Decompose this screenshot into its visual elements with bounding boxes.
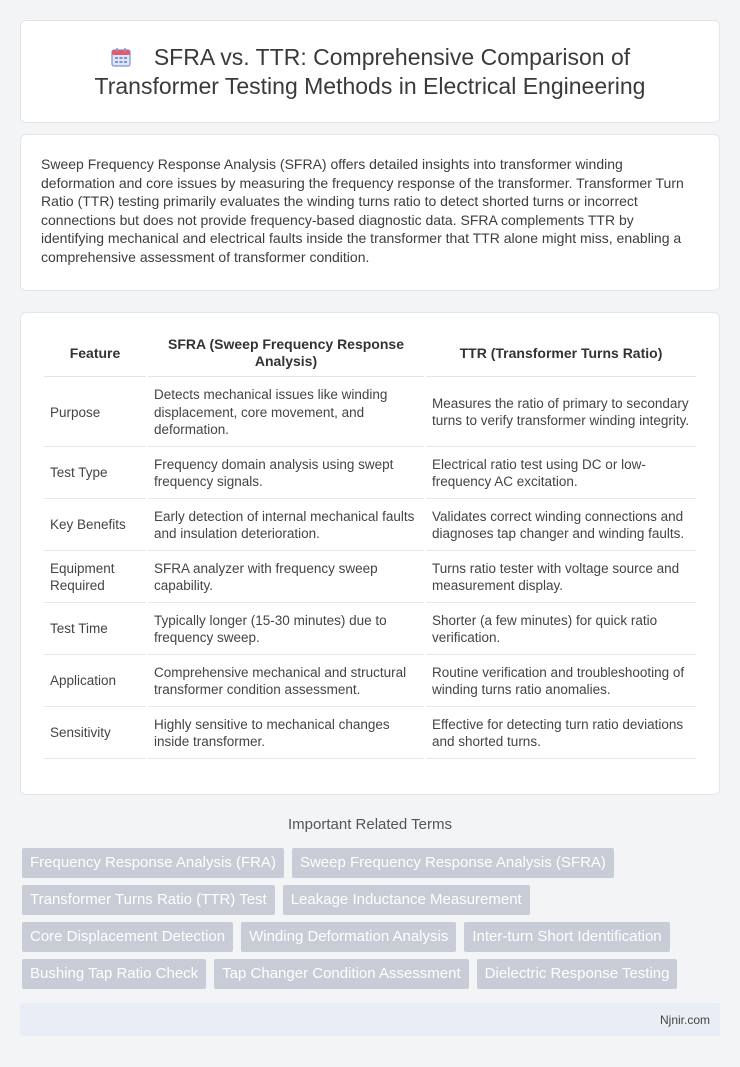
comparison-table <box>42 328 698 761</box>
row-sfra: Frequency domain analysis using swept frequency signals. <box>148 449 424 499</box>
tag-sfra[interactable]: Sweep Frequency Response Analysis (SFRA) <box>292 848 614 878</box>
title-card <box>20 20 720 123</box>
tag-winding-deformation[interactable]: Winding Deformation Analysis <box>241 922 456 952</box>
row-ttr: Validates correct winding connections and diagnoses tap changer and winding faults. <box>426 501 696 551</box>
page-title <box>51 43 689 101</box>
row-feature: Application <box>44 657 146 707</box>
row-ttr: Effective for detecting turn ratio deviations and shorted turns. <box>426 709 696 759</box>
row-feature: Purpose <box>44 379 146 447</box>
intro-paragraph: Sweep Frequency Response Analysis (SFRA) offers detailed insights into transformer winding deformation and core issues by measuring the frequency response of the transformer. Transformer Turn Ratio (TTR) testing primarily evaluates the winding turns ratio to detect shorted turns or incorrect connections but does not provide frequency-based diagnostic data. SFRA complements TTR by identifying mechanical and electrical faults inside the transformer that TTR alone might miss, enabling a comprehensive assessment of transformer condition. <box>41 156 684 265</box>
header-sfra: SFRA (Sweep Frequency Response Analysis) <box>148 330 424 377</box>
related-terms-tags <box>22 848 722 996</box>
footer <box>20 1003 720 1036</box>
tag-ttr-test[interactable]: Transformer Turns Ratio (TTR) Test <box>22 885 275 915</box>
table-row <box>44 449 696 499</box>
table-row <box>44 709 696 759</box>
row-feature: Sensitivity <box>44 709 146 759</box>
page-title-text: SFRA vs. TTR: Comprehensive Comparison of Transformer Testing Methods in Electrical Engineering <box>94 43 646 99</box>
intro-card <box>20 134 720 291</box>
row-feature: Equipment Required <box>44 553 146 603</box>
tag-fra[interactable]: Frequency Response Analysis (FRA) <box>22 848 284 878</box>
table-row <box>44 657 696 707</box>
calendar-icon <box>110 46 132 68</box>
row-feature: Test Type <box>44 449 146 499</box>
row-sfra: Early detection of internal mechanical faults and insulation deterioration. <box>148 501 424 551</box>
row-sfra: Typically longer (15-30 minutes) due to frequency sweep. <box>148 605 424 655</box>
row-ttr: Electrical ratio test using DC or low-frequency AC excitation. <box>426 449 696 499</box>
tag-core-displacement[interactable]: Core Displacement Detection <box>22 922 233 952</box>
row-ttr: Routine verification and troubleshooting of winding turns ratio anomalies. <box>426 657 696 707</box>
tag-tap-changer[interactable]: Tap Changer Condition Assessment <box>214 959 468 989</box>
row-feature: Test Time <box>44 605 146 655</box>
row-ttr: Shorter (a few minutes) for quick ratio verification. <box>426 605 696 655</box>
tag-inter-turn-short[interactable]: Inter-turn Short Identification <box>464 922 669 952</box>
row-ttr: Turns ratio tester with voltage source and measurement display. <box>426 553 696 603</box>
header-ttr: TTR (Transformer Turns Ratio) <box>426 330 696 377</box>
footer-brand[interactable]: Njnir.com <box>659 1012 710 1027</box>
table-row <box>44 501 696 551</box>
header-feature: Feature <box>44 330 146 377</box>
comparison-table-card <box>20 312 720 795</box>
row-sfra: Detects mechanical issues like winding displacement, core movement, and deformation. <box>148 379 424 447</box>
tag-dielectric-response[interactable]: Dielectric Response Testing <box>477 959 678 989</box>
row-sfra: Comprehensive mechanical and structural transformer condition assessment. <box>148 657 424 707</box>
row-ttr: Measures the ratio of primary to secondary turns to verify transformer winding integrity. <box>426 379 696 447</box>
row-sfra: Highly sensitive to mechanical changes inside transformer. <box>148 709 424 759</box>
tag-leakage-inductance[interactable]: Leakage Inductance Measurement <box>283 885 530 915</box>
table-row <box>44 605 696 655</box>
row-sfra: SFRA analyzer with frequency sweep capability. <box>148 553 424 603</box>
table-header-row <box>44 330 696 377</box>
table-row <box>44 553 696 603</box>
tag-bushing-tap[interactable]: Bushing Tap Ratio Check <box>22 959 206 989</box>
related-terms-heading: Important Related Terms <box>288 816 452 833</box>
table-row <box>44 379 696 447</box>
row-feature: Key Benefits <box>44 501 146 551</box>
